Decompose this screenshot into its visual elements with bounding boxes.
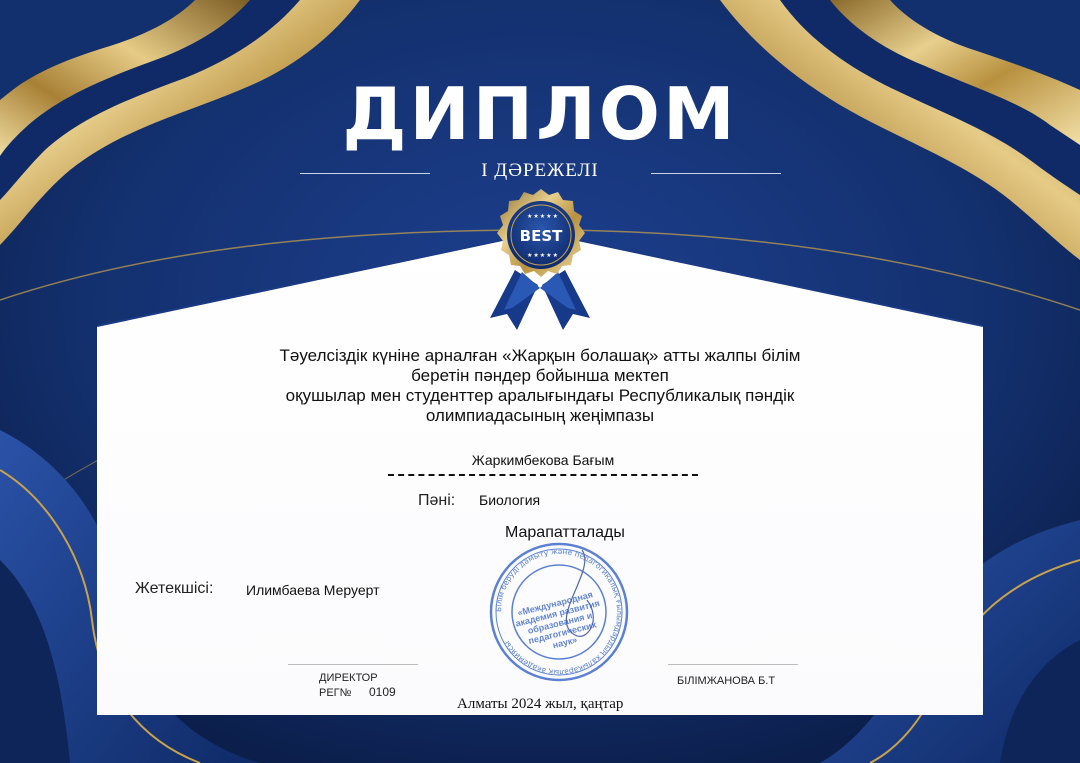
registration-number: 0109	[369, 685, 396, 699]
subject-label: Пәні:	[418, 492, 456, 509]
director-title: ДИРЕКТОР	[319, 672, 378, 684]
award-description	[200, 346, 880, 426]
awarded-text: Марапатталады	[505, 524, 625, 541]
degree-rule-right	[651, 173, 781, 174]
award-description-line: оқушылар мен студенттер аралығындағы Республикалық пәндік	[285, 386, 795, 405]
award-description-line: беретін пәндер бойынша мектеп	[411, 366, 669, 385]
name-signature-line	[668, 664, 798, 665]
director-name: БІЛІМЖАНОВА Б.Т	[677, 675, 776, 687]
place-and-date: Алматы 2024 жыл, қаңтар	[457, 696, 624, 712]
stamp-center-text: «Международная академия развития образования и педагогических наук»	[514, 589, 601, 651]
badge-stars-bottom: ★★★★★	[527, 252, 559, 259]
leader-label: Жетекшісі:	[135, 580, 214, 597]
recipient-name: Жаркимбекова Бағым	[471, 452, 615, 468]
award-description-line: олимпиадасының жеңімпазы	[425, 406, 655, 425]
award-description-line: Тәуелсіздік күніне арналған «Жарқын болашақ» атты жалпы білім	[279, 346, 801, 365]
badge-label: BEST	[519, 227, 563, 245]
diploma-title: ДИПЛОМ	[342, 72, 738, 156]
leader-name: Илимбаева Меруерт	[246, 582, 380, 598]
registration-label: РЕГ№	[319, 687, 352, 699]
stamp-ring-text: Білім беруді дамыту және педагогикалық ғылымдардың халықаралық академиясы	[493, 546, 625, 678]
diploma-degree: І ДӘРЕЖЕЛІ	[481, 160, 599, 181]
badge-stars-top: ★★★★★	[527, 213, 559, 220]
recipient-underline	[388, 474, 698, 476]
subject-value: Биология	[479, 492, 541, 508]
director-signature-line	[288, 664, 418, 665]
